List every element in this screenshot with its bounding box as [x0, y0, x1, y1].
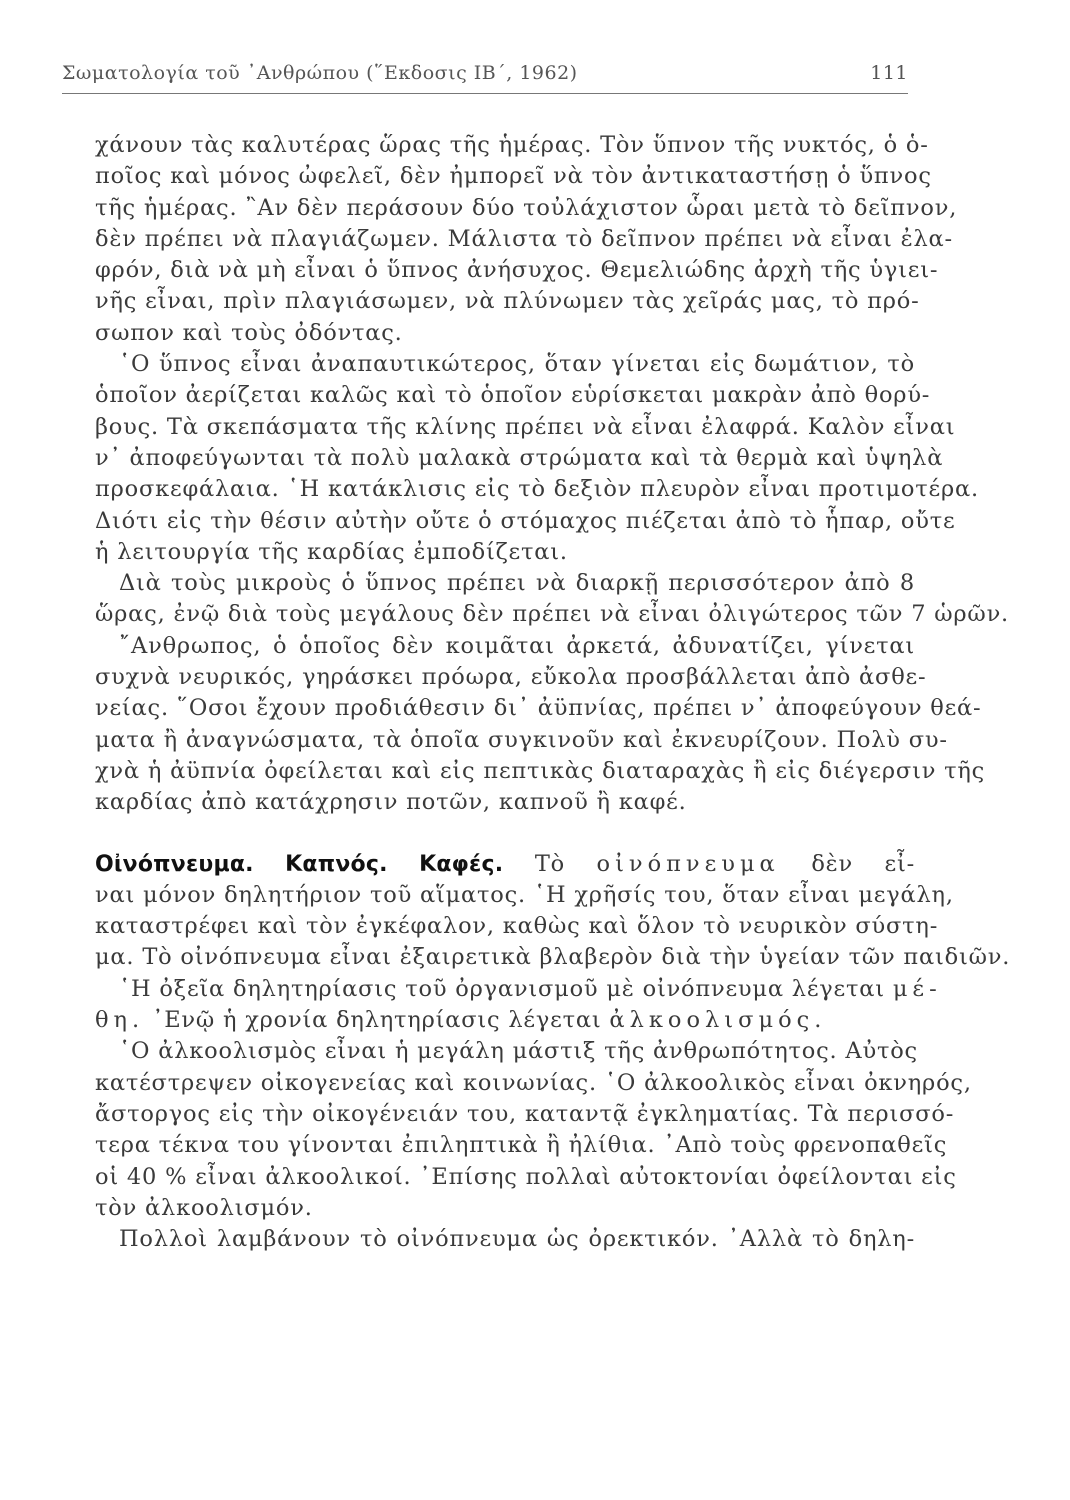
text-line: Διὰ τοὺς μικροὺς ὁ ὕπνος πρέπει νὰ διαρκῇ περισσότερον ἀπὸ 8	[119, 570, 915, 597]
text-line: τὸν ἀλκοολισμόν.	[95, 1194, 313, 1221]
methe-spaced-term-end: θη.	[95, 1007, 145, 1034]
methe-spaced-term: μέ-	[892, 975, 942, 1002]
text-line: τερα τέκνα του γίνονται ἐπιληπτικὰ ἢ ἠλίθια. ᾿Απὸ τοὺς φρενοπαθεῖς	[95, 1132, 948, 1159]
header-rule	[62, 93, 908, 94]
running-head	[62, 62, 908, 92]
text-line: ποῖος καὶ μόνος ὠφελεῖ, δὲν ἠμπορεῖ νὰ τὸν ἀντικαταστήσῃ ὁ ὕπνος	[95, 163, 932, 190]
alco-line	[95, 1005, 915, 1036]
lead-pre: Τὸ	[534, 850, 565, 877]
section-lead-line	[95, 849, 915, 880]
text-line: ῎Ανθρωπος, ὁ ὁποῖος δὲν κοιμᾶται ἀρκετά, ἀδυνατίζει, γίνεται	[119, 632, 915, 659]
text-line: ματα ἢ ἀναγνώσματα, τὰ ὁποῖα συγκινοῦν καὶ ἐκνευρίζουν. Πολὺ συ-	[95, 726, 948, 753]
text-line: ν᾿ ἀποφεύγωνται τὰ πολὺ μαλακὰ στρώματα καὶ τὰ θερμὰ καὶ ὑψηλὰ	[95, 444, 944, 471]
alco-spaced-term: ἀλκοολισμός.	[609, 1007, 827, 1034]
text-line: νῆς εἶναι, πρὶν πλαγιάσωμεν, νὰ πλύνωμεν τὰς χεῖράς μας, τὸ πρό-	[95, 288, 920, 315]
text-line: Διότι εἰς τὴν θέσιν αὐτὴν οὔτε ὁ στόμαχος πιέζεται ἀπὸ τὸ ἧπαρ, οὔτε	[95, 507, 956, 534]
text-line: καρδίας ἀπὸ κατάχρησιν ποτῶν, καπνοῦ ἢ καφέ.	[95, 789, 687, 816]
text-line: οἱ 40 % εἶναι ἀλκοολικοί. ᾿Επίσης πολλαὶ αὐτοκτονίαι ὀφείλονται εἰς	[95, 1163, 957, 1190]
text-line: φρόν, διὰ νὰ μὴ εἶναι ὁ ὕπνος ἀνήσυχος. Θεμελιώδης ἀρχὴ τῆς ὑγιει-	[95, 257, 939, 284]
text-line: μα. Τὸ οἰνόπνευμα εἶναι ἐξαιρετικὰ βλαβερὸν διὰ τὴν ὑγείαν τῶν παιδιῶν.	[95, 944, 1011, 971]
text-line: ναι μόνον δηλητήριον τοῦ αἵματος. ῾Η χρῆσίς του, ὅταν εἶναι μεγάλη,	[95, 881, 954, 908]
text-line: σωπον καὶ τοὺς ὀδόντας.	[95, 319, 403, 346]
text-line: ὥρας, ἐνῷ διὰ τοὺς μεγάλους δὲν πρέπει νὰ εἶναι ὀλιγώτερος τῶν 7 ὡρῶν.	[95, 601, 1010, 628]
text-line: τῆς ἡμέρας. ῍Αν δὲν περάσουν δύο τοὐλάχιστον ὧραι μετὰ τὸ δεῖπνον,	[95, 194, 958, 221]
text-line: ἄστοργος εἰς τὴν οἰκογένειάν του, καταντᾷ ἐγκληματίας. Τὰ περισσό-	[95, 1100, 955, 1127]
text-line: ῾Ο ἀλκοολισμὸς εἶναι ἡ μεγάλη μάστιξ τῆς ἀνθρωπότητος. Αὐτὸς	[119, 1038, 918, 1065]
text-line: δὲν πρέπει νὰ πλαγιάζωμεν. Μάλιστα τὸ δεῖπνον πρέπει νὰ εἶναι ἐλα-	[95, 225, 953, 252]
text-line: ὁποῖον ἀερίζεται καλῶς καὶ τὸ ὁποῖον εὑρίσκεται μακρὰν ἀπὸ θορύ-	[95, 382, 931, 409]
running-title: Σωματολογία τοῦ ᾿Ανθρώπου (῞Εκδοσις ΙΒ΄, 1962)	[62, 62, 578, 84]
text-line: βους. Τὰ σκεπάσματα τῆς κλίνης πρέπει νὰ εἶναι ἐλαφρά. Καλὸν εἶναι	[95, 413, 956, 440]
section-gap	[95, 819, 915, 849]
text-line: νείας. ῞Οσοι ἔχουν προδιάθεσιν δι᾿ ἀϋπνίας, πρέπει ν᾿ ἀποφεύγουν θεά-	[95, 695, 982, 722]
alco-mid: ᾿Ενῷ ἡ χρονία δηλητηρίασις λέγεται	[152, 1007, 602, 1034]
text-line: ῾Ο ὕπνος εἶναι ἀναπαυτικώτερος, ὅταν γίνεται εἰς δωμάτιον, τὸ	[119, 351, 915, 378]
section-heading: Οἰνόπνευμα. Καπνός. Καφές.	[95, 851, 504, 877]
text-line: χάνουν τὰς καλυτέρας ὥρας τῆς ἡμέρας. Τὸν ὕπνον τῆς νυκτός, ὁ ὁ-	[95, 132, 929, 158]
text-line: κατέστρεψεν οἰκογενείας καὶ κοινωνίας. ῾Ο ἀλκοολικὸς εἶναι ὀκνηρός,	[95, 1069, 972, 1096]
methe-pre: ῾Η ὀξεῖα δηλητηρίασις τοῦ ὀργανισμοῦ μὲ οἰνόπνευμα λέγεται	[119, 975, 885, 1002]
text-line: συχνὰ νευρικός, γηράσκει πρόωρα, εὔκολα προσβάλλεται ἀπὸ ἀσθε-	[95, 664, 927, 691]
text-line: προσκεφάλαια. ῾Η κατάκλισις εἰς τὸ δεξιὸν πλευρὸν εἶναι προτιμοτέρα.	[95, 476, 979, 503]
text-line: χνὰ ἡ ἀϋπνία ὀφείλεται καὶ εἰς πεπτικὰς διαταραχὰς ἢ εἰς διέγερσιν τῆς	[95, 757, 986, 784]
methe-line	[95, 974, 942, 1005]
text-line: Πολλοὶ λαμβάνουν τὸ οἰνόπνευμα ὡς ὀρεκτικόν. ᾿Αλλὰ τὸ δηλη-	[119, 1226, 915, 1253]
lead-spaced-term: οἰνόπνευμα	[596, 850, 780, 877]
text-line: ἡ λειτουργία τῆς καρδίας ἐμποδίζεται.	[95, 538, 568, 565]
lead-post: δὲν εἶ-	[811, 850, 916, 877]
text-line: καταστρέφει καὶ τὸν ἐγκέφαλον, καθὼς καὶ ὅλον τὸ νευρικὸν σύστη-	[95, 913, 939, 940]
page-number: 111	[870, 62, 908, 84]
body-text	[95, 130, 1011, 1255]
